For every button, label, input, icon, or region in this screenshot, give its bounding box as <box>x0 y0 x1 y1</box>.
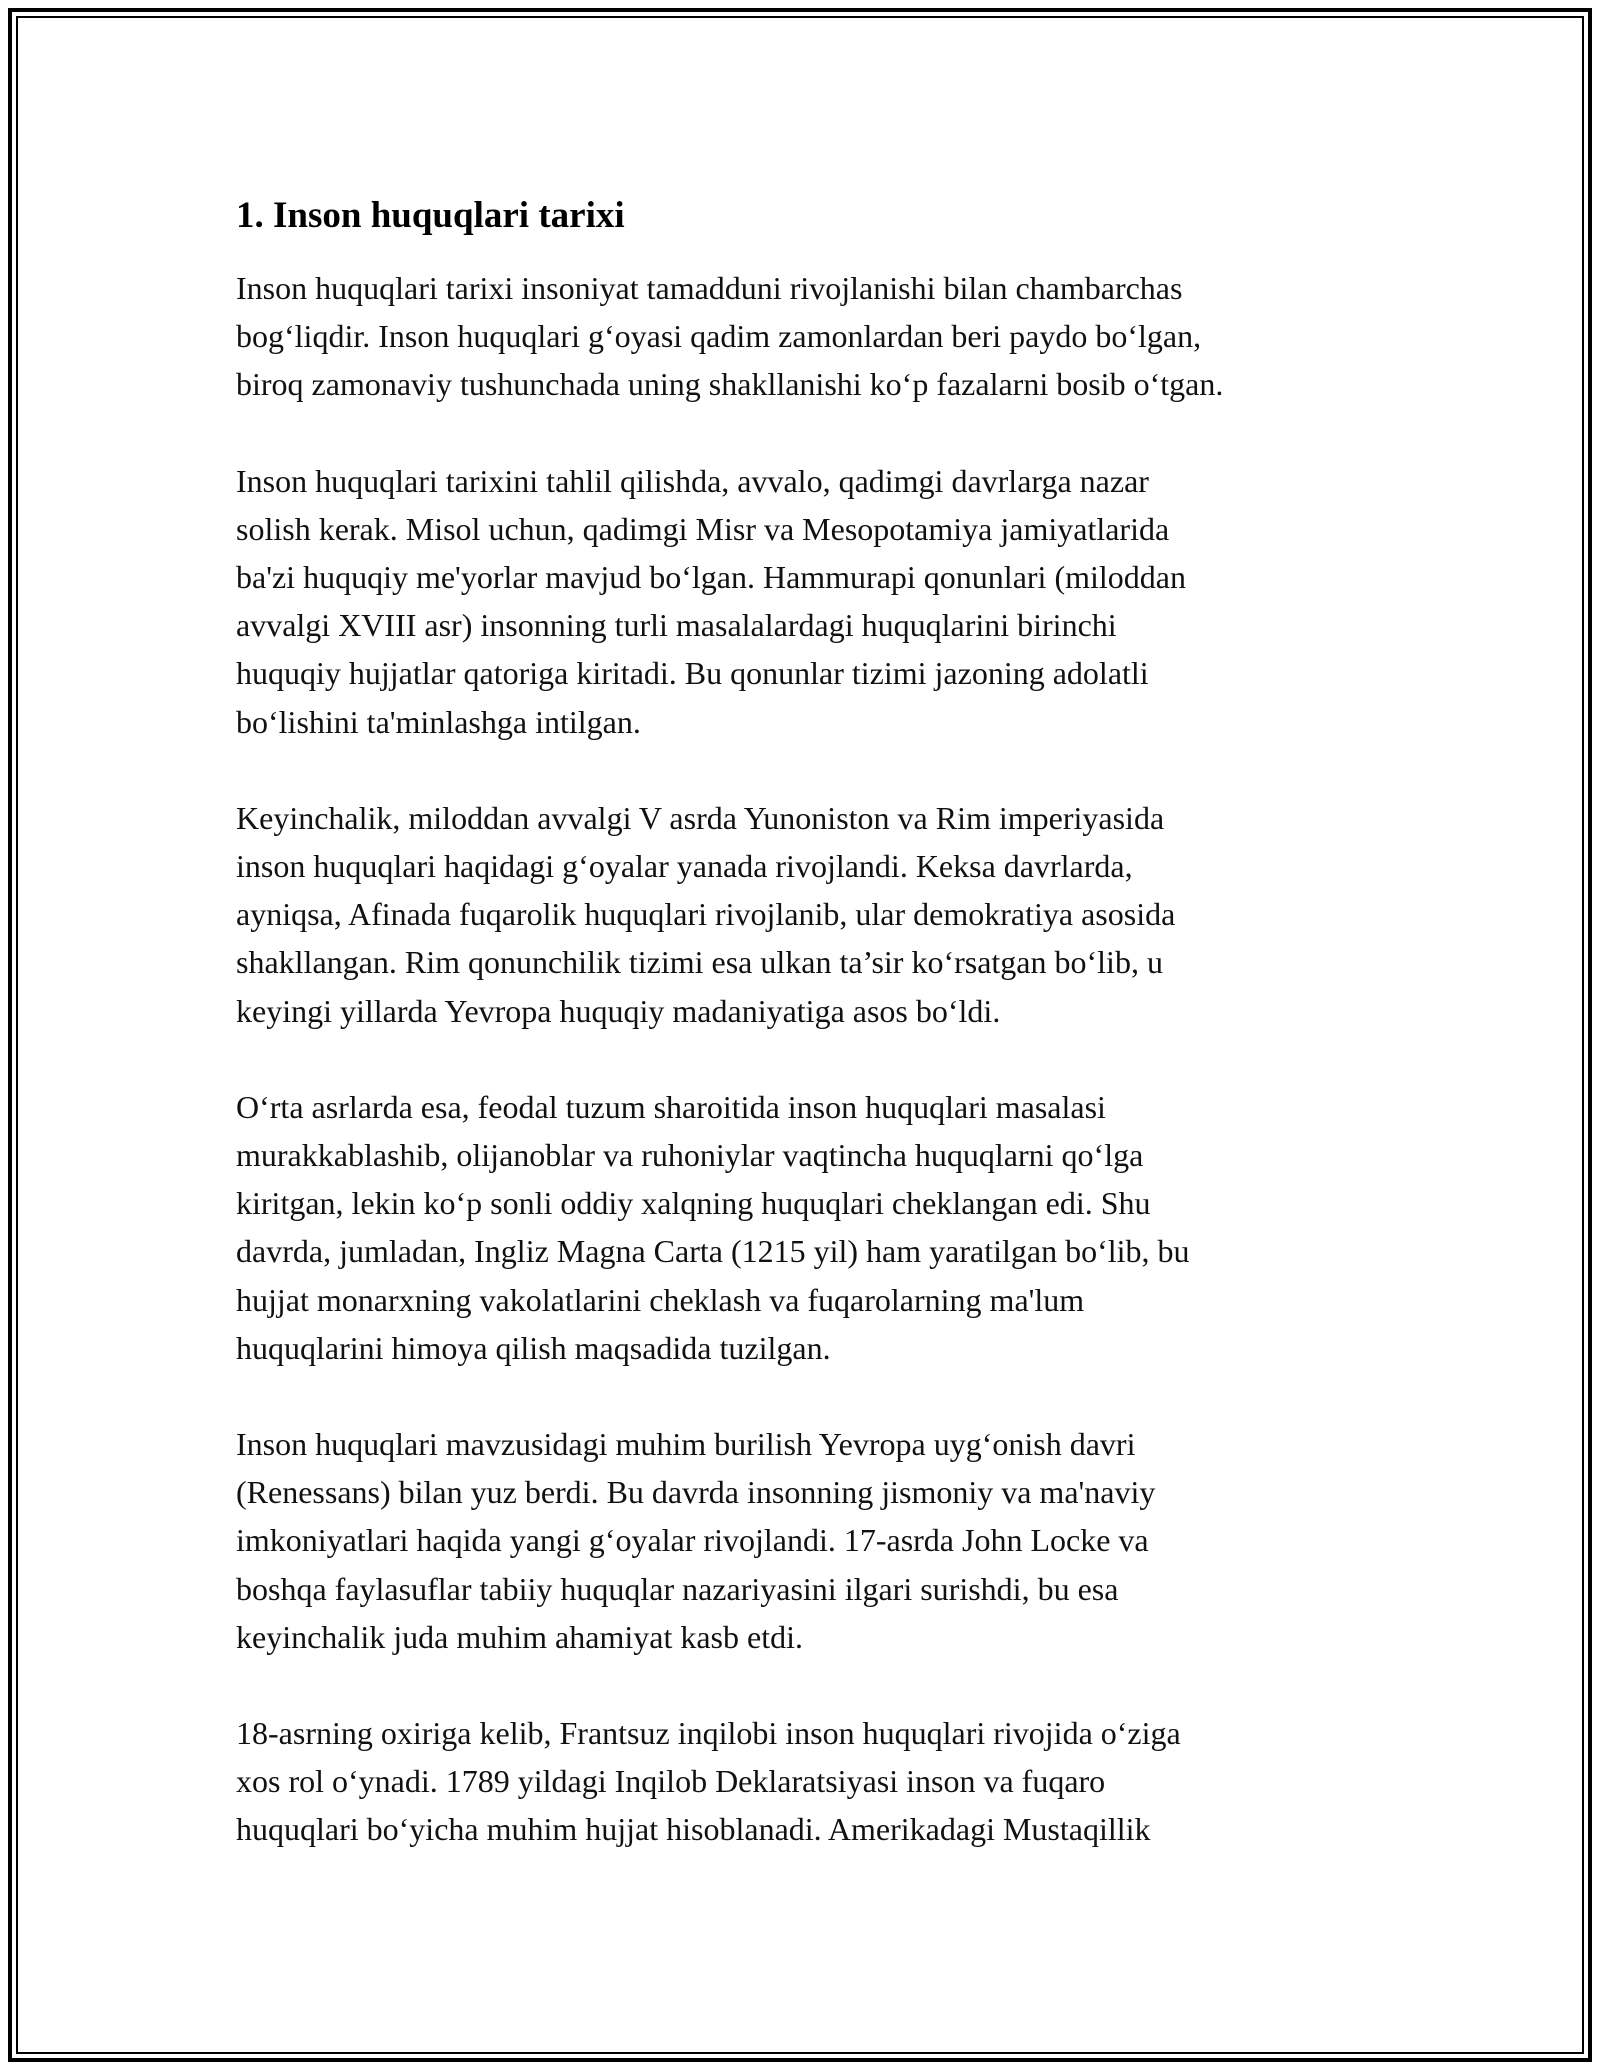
paragraph-line: O‘rta asrlarda esa, feodal tuzum sharoitida inson huquqlari masalasi <box>236 1088 1106 1125</box>
paragraph-5 <box>236 1420 1396 1661</box>
paragraph-4 <box>236 1083 1396 1372</box>
paragraph-line: kiritgan, lekin ko‘p sonli oddiy xalqning huquqlari cheklangan edi. Shu <box>236 1185 1151 1222</box>
paragraph-line: murakkablashib, olijanoblar va ruhoniylar vaqtincha huquqlarni qo‘lga <box>236 1137 1144 1174</box>
paragraph-line: (Renessans) bilan yuz berdi. Bu davrda insonning jismoniy va ma'naviy <box>236 1474 1156 1511</box>
section-heading: 1. Inson huquqlari tarixi <box>236 195 625 236</box>
paragraph-line: shakllangan. Rim qonunchilik tizimi esa ulkan ta’sir ko‘rsatgan bo‘lib, u <box>236 944 1163 981</box>
paragraph-line: 18-asrning oxiriga kelib, Frantsuz inqilobi inson huquqlari rivojida o‘ziga <box>236 1715 1181 1752</box>
paragraph-line: biroq zamonaviy tushunchada uning shakllanishi ko‘p fazalarni bosib o‘tgan. <box>236 366 1224 403</box>
paragraph-line: Inson huquqlari mavzusidagi muhim burilish Yevropa uyg‘onish davri <box>236 1426 1136 1463</box>
paragraph-line: Keyinchalik, miloddan avvalgi V asrda Yunoniston va Rim imperiyasida <box>236 799 1165 836</box>
paragraph-line: hujjat monarxning vakolatlarini cheklash va fuqarolarning ma'lum <box>236 1281 1085 1318</box>
paragraph-line: keyinchalik juda muhim ahamiyat kasb etdi. <box>236 1618 803 1655</box>
paragraph-line: solish kerak. Misol uchun, qadimgi Misr va Mesopotamiya jamiyatlarida <box>236 510 1170 547</box>
paragraph-line: huquqlarini himoya qilish maqsadida tuzilgan. <box>236 1329 831 1366</box>
paragraph-line: Inson huquqlari tarixini tahlil qilishda, avvalo, qadimgi davrlarga nazar <box>236 462 1149 499</box>
paragraph-6 <box>236 1709 1396 1854</box>
paragraph-2 <box>236 457 1396 746</box>
paragraph-line: xos rol o‘ynadi. 1789 yildagi Inqilob Deklaratsiyasi inson va fuqaro <box>236 1763 1106 1800</box>
paragraph-line: keyingi yillarda Yevropa huquqiy madaniyatiga asos bo‘ldi. <box>236 992 1001 1029</box>
paragraph-3 <box>236 794 1396 1035</box>
paragraph-line: boshqa faylasuflar tabiiy huquqlar nazariyasini ilgari surishdi, bu esa <box>236 1570 1119 1607</box>
paragraph-line: avvalgi XVIII asr) insonning turli masalalardagi huquqlarini birinchi <box>236 607 1117 644</box>
paragraph-line: bog‘liqdir. Inson huquqlari g‘oyasi qadim zamonlardan beri paydo bo‘lgan, <box>236 318 1202 355</box>
document-body <box>236 188 1396 1902</box>
paragraph-line: bo‘lishini ta'minlashga intilgan. <box>236 703 641 740</box>
paragraph-1 <box>236 264 1396 409</box>
paragraph-line: Inson huquqlari tarixi insoniyat tamadduni rivojlanishi bilan chambarchas <box>236 270 1183 306</box>
paragraph-line: imkoniyatlari haqida yangi g‘oyalar rivojlandi. 17-asrda John Locke va <box>236 1522 1149 1559</box>
paragraph-line: huquqiy hujjatlar qatoriga kiritadi. Bu qonunlar tizimi jazoning adolatli <box>236 655 1149 692</box>
paragraph-line: ayniqsa, Afinada fuqarolik huquqlari rivojlanib, ular demokratiya asosida <box>236 896 1176 933</box>
paragraph-line: davrda, jumladan, Ingliz Magna Carta (1215 yil) ham yaratilgan bo‘lib, bu <box>236 1233 1190 1270</box>
paragraph-line: huquqlari bo‘yicha muhim hujjat hisoblanadi. Amerikadagi Mustaqillik <box>236 1811 1151 1848</box>
paragraph-line: inson huquqlari haqidagi g‘oyalar yanada rivojlandi. Keksa davrlarda, <box>236 848 1133 885</box>
paragraph-line: ba'zi huquqiy me'yorlar mavjud bo‘lgan. Hammurapi qonunlari (miloddan <box>236 559 1186 596</box>
